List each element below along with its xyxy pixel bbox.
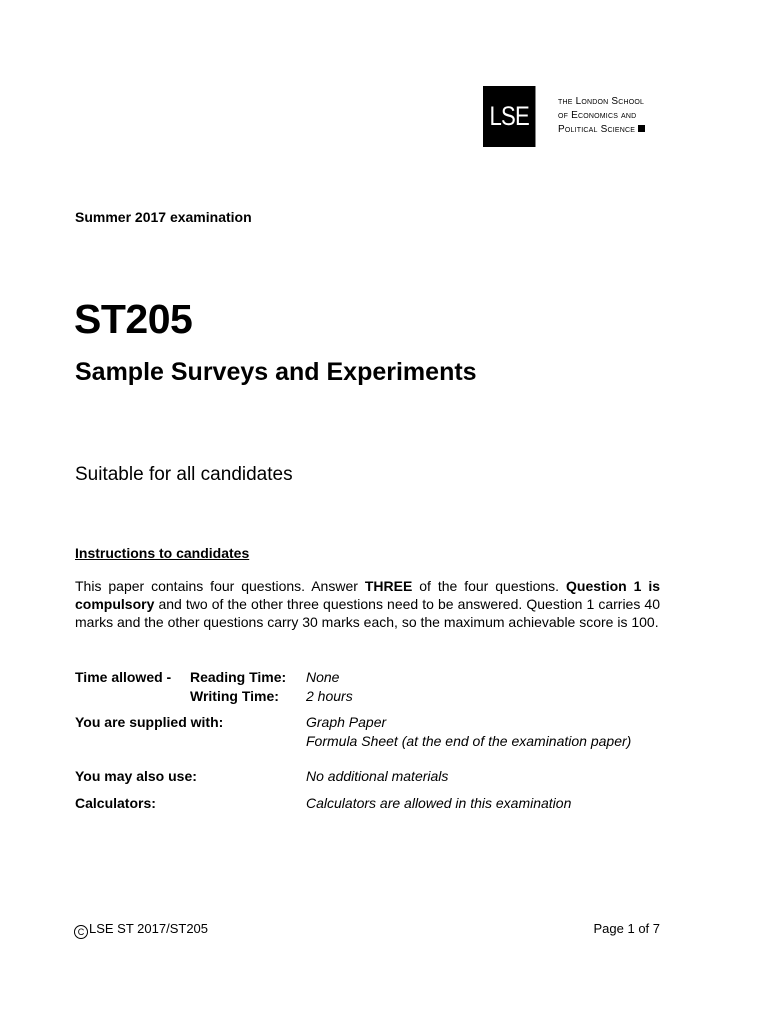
suitability-note: Suitable for all candidates (75, 464, 293, 485)
supplied-value-2: Formula Sheet (at the end of the examination paper) (306, 733, 632, 749)
footer-left-text: LSE ST 2017/ST205 (89, 921, 209, 936)
logo-line-3 (558, 123, 645, 137)
instr-text-2: of the four questions. (412, 578, 567, 594)
also-use-label: You may also use: (75, 768, 197, 784)
reading-time-value: None (306, 669, 340, 685)
logo-line-1: the London School (558, 96, 645, 107)
calculators-value: Calculators are allowed in this examination (306, 795, 572, 811)
page-number: Page 1 of 7 (593, 921, 660, 936)
course-code: ST205 (74, 296, 193, 342)
logo-line-2: of Economics and (558, 110, 637, 121)
reading-time-label: Reading Time: (190, 669, 287, 685)
instr-compulsory: Question 1 is compulsory (75, 578, 661, 612)
writing-time-label: Writing Time: (190, 688, 279, 704)
logo-line-3-text: Political Science (558, 124, 636, 135)
lse-logo-text (558, 95, 645, 137)
square-icon (638, 125, 645, 132)
course-title: Sample Surveys and Experiments (75, 358, 477, 386)
instructions-heading: Instructions to candidates (75, 545, 250, 561)
footer-copyright (74, 921, 208, 939)
supplied-label: You are supplied with: (75, 714, 224, 730)
writing-time-value: 2 hours (306, 688, 353, 704)
lse-logo-mark (483, 86, 535, 147)
instr-text-3: and two of the other three questions need to be answered. Question 1 carries 40 marks and the other questions carry 30 marks each, so the maximum achievable score is 100. (75, 596, 660, 630)
instr-three: THREE (364, 578, 413, 594)
instructions-paragraph (75, 577, 660, 631)
copyright-icon: C (74, 925, 88, 939)
instr-text-1: This paper contains four questions. Answer (75, 578, 365, 594)
time-allowed-label: Time allowed - (75, 669, 172, 685)
supplied-value-1: Graph Paper (306, 714, 387, 730)
also-use-value: No additional materials (306, 768, 449, 784)
calculators-label: Calculators: (75, 795, 156, 811)
lse-logo-letters: LSE (489, 101, 529, 131)
exam-session: Summer 2017 examination (75, 209, 252, 225)
